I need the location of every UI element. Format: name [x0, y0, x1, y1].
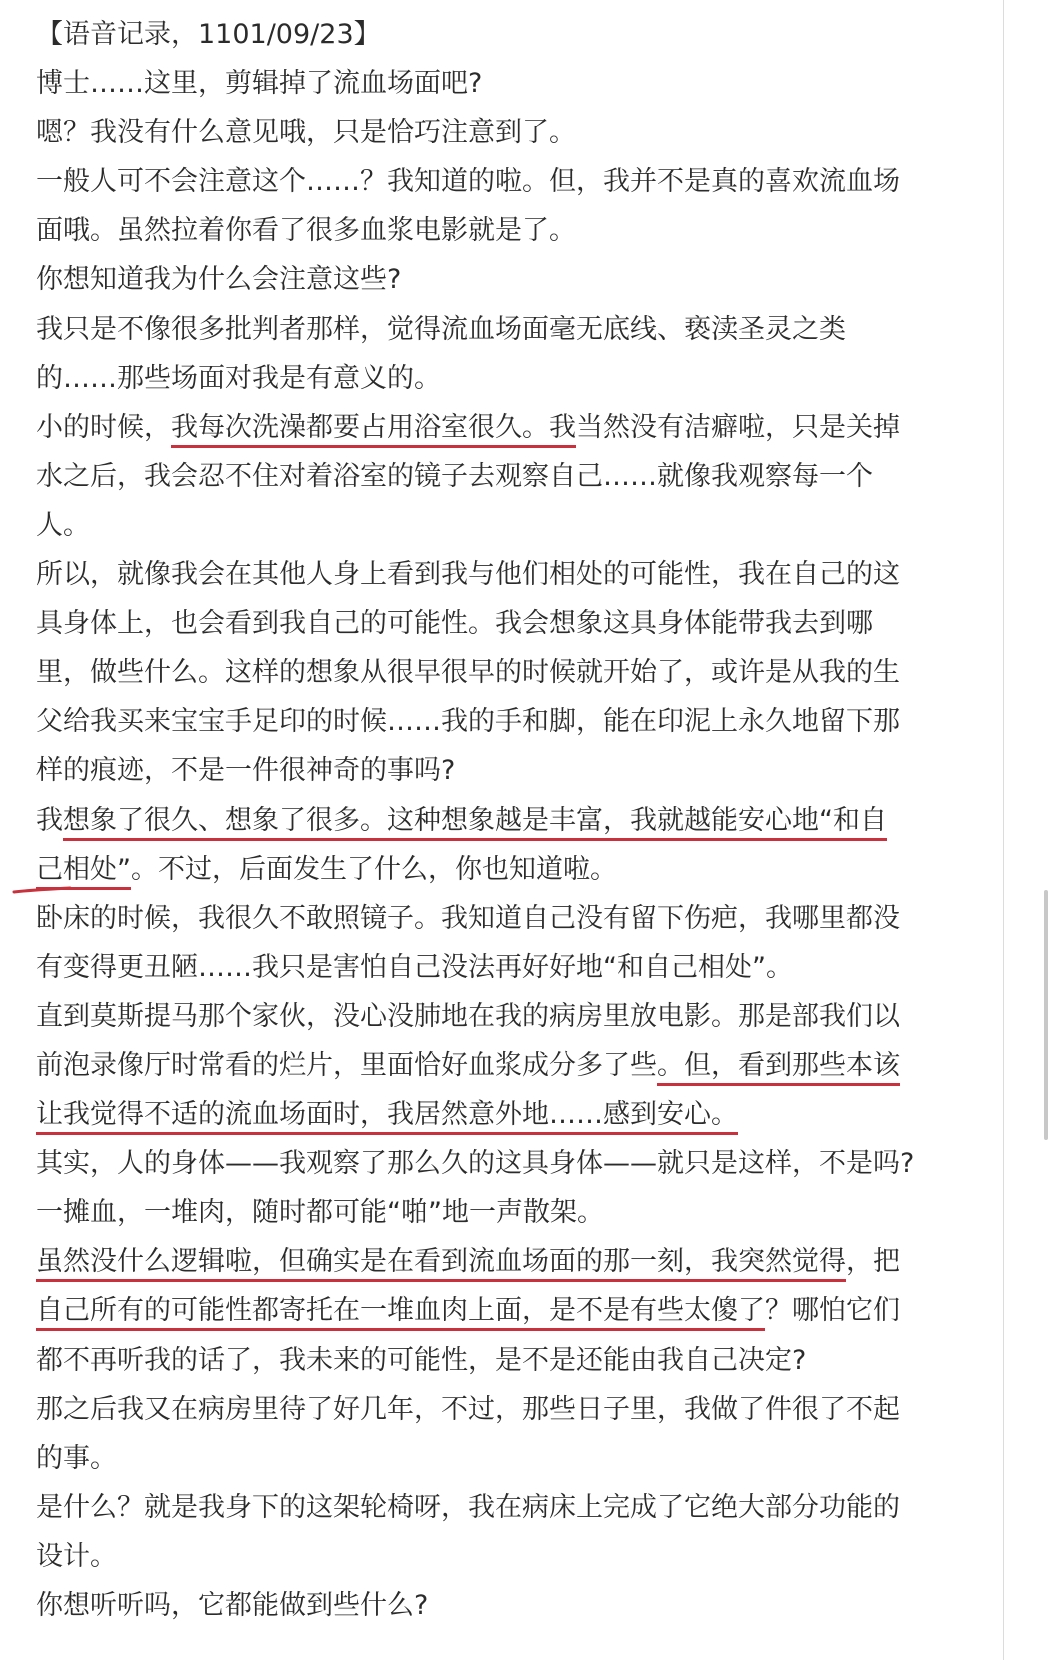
- text-line: [36, 108, 996, 157]
- text-line: [36, 992, 996, 1041]
- text-segment: 直到莫斯提马那个家伙，没心没肺地在我的病房里放电影。那是部我们以: [36, 1000, 900, 1032]
- text-segment: 水之后，我会忍不住对着浴室的镜子去观察自己……就像我观察每一个: [36, 460, 873, 492]
- underlined-text: 想象了很久、想象了很多。这种想象越是丰富，我就越能安心地“和自: [63, 805, 887, 841]
- underlined-text: 己相处”: [36, 854, 131, 890]
- text-segment: 的事。: [36, 1442, 117, 1474]
- text-line: [36, 1237, 996, 1286]
- text-line: [36, 354, 996, 403]
- underlined-text: 虽然没什么逻辑啦，但确实是在看到流血场面的那一刻，我突然觉得: [36, 1246, 846, 1282]
- text-segment: 的……那些场面对我是有意义的。: [36, 362, 441, 394]
- text-segment: 你想听听吗，它都能做到些什么?: [36, 1590, 429, 1621]
- text-line: [36, 943, 996, 992]
- text-line: [36, 1434, 996, 1483]
- text-segment: ，把: [846, 1246, 900, 1278]
- text-segment: 都不再听我的话了，我未来的可能性，是不是还能由我自己决定?: [36, 1344, 807, 1376]
- text-segment: 我只是不像很多批判者那样，觉得流血场面毫无底线、亵渎圣灵之类: [36, 313, 846, 345]
- text-line: [36, 1090, 996, 1139]
- text-segment: 博士……这里，剪辑掉了流血场面吧?: [36, 68, 483, 100]
- voice-record-text: [36, 10, 996, 1630]
- text-segment: 所以，就像我会在其他人身上看到我与他们相处的可能性，我在自己的这: [36, 559, 900, 591]
- scrollbar-thumb[interactable]: [1044, 890, 1048, 1140]
- text-line: [36, 894, 996, 943]
- text-segment: 样的痕迹，不是一件很神奇的事吗?: [36, 755, 456, 787]
- text-line: [36, 157, 996, 206]
- text-segment: 小的时候，: [36, 411, 171, 443]
- text-segment: 里，做些什么。这样的想象从很早很早的时候就开始了，或许是从我的生: [36, 657, 900, 689]
- text-line: [36, 1188, 996, 1237]
- text-line: [36, 1581, 996, 1630]
- text-line: [36, 1041, 996, 1090]
- text-line: [36, 1139, 996, 1188]
- text-segment: 一摊血，一堆肉，随时都可能“啪”地一声散架。: [36, 1197, 604, 1229]
- text-segment: 一般人可不会注意这个……？我知道的啦。但，我并不是真的喜欢流血场: [36, 166, 900, 198]
- underline-stroke: [12, 886, 72, 894]
- text-line: [36, 403, 996, 452]
- text-line: [36, 1483, 996, 1532]
- text-line: [36, 1336, 996, 1385]
- text-segment: ？哪怕它们: [765, 1295, 900, 1327]
- text-line: [36, 59, 996, 108]
- text-line: [36, 599, 996, 648]
- page-border: [1003, 0, 1004, 1660]
- text-segment: 那之后我又在病房里待了好几年，不过，那些日子里，我做了件很了不起: [36, 1393, 900, 1425]
- text-segment: 面哦。虽然拉着你看了很多血浆电影就是了。: [36, 215, 576, 247]
- text-line: [36, 452, 996, 501]
- text-line: [36, 1532, 996, 1581]
- text-line: [36, 746, 996, 795]
- text-segment: 嗯？我没有什么意见哦，只是恰巧注意到了。: [36, 117, 576, 149]
- underlined-text: 自己所有的可能性都寄托在一堆血肉上面，是不是有些太傻了: [36, 1295, 765, 1331]
- underlined-text: 我每次洗澡都要占用浴室很久。我: [171, 412, 576, 448]
- underlined-text: 让我觉得不适的流血场面时，我居然意外地……感到安心。: [36, 1099, 738, 1135]
- text-line: [36, 796, 996, 845]
- underlined-text: 。但，看到那些本该: [657, 1050, 900, 1086]
- text-line: [36, 648, 996, 697]
- text-line: [36, 845, 996, 894]
- text-line: [36, 550, 996, 599]
- text-segment: 我: [36, 804, 63, 836]
- text-segment: 其实，人的身体——我观察了那么久的这具身体——就只是这样，不是吗?: [36, 1148, 915, 1180]
- text-segment: 是什么？就是我身下的这架轮椅呀，我在病床上完成了它绝大部分功能的: [36, 1491, 900, 1523]
- text-segment: 前泡录像厅时常看的烂片，里面恰好血浆成分多了些: [36, 1049, 657, 1081]
- text-segment: 卧床的时候，我很久不敢照镜子。我知道自己没有留下伤疤，我哪里都没: [36, 902, 900, 934]
- text-line: [36, 206, 996, 255]
- text-segment: 当然没有洁癖啦，只是关掉: [576, 411, 900, 443]
- text-line: [36, 305, 996, 354]
- text-segment: 【语音记录，1101/09/23】: [36, 19, 381, 50]
- text-segment: 。不过，后面发生了什么，你也知道啦。: [131, 853, 617, 885]
- text-segment: 人。: [36, 509, 90, 541]
- text-line: [36, 255, 996, 304]
- text-line: [36, 10, 996, 59]
- text-segment: 有变得更丑陋……我只是害怕自己没法再好好地“和自己相处”。: [36, 951, 793, 983]
- text-segment: 你想知道我为什么会注意这些?: [36, 264, 402, 296]
- text-segment: 父给我买来宝宝手足印的时候……我的手和脚，能在印泥上永久地留下那: [36, 706, 900, 738]
- text-line: [36, 1385, 996, 1434]
- text-line: [36, 501, 996, 550]
- text-line: [36, 697, 996, 746]
- text-segment: 具身体上，也会看到我自己的可能性。我会想象这具身体能带我去到哪: [36, 608, 873, 640]
- text-line: [36, 1286, 996, 1335]
- text-segment: 设计。: [36, 1540, 117, 1572]
